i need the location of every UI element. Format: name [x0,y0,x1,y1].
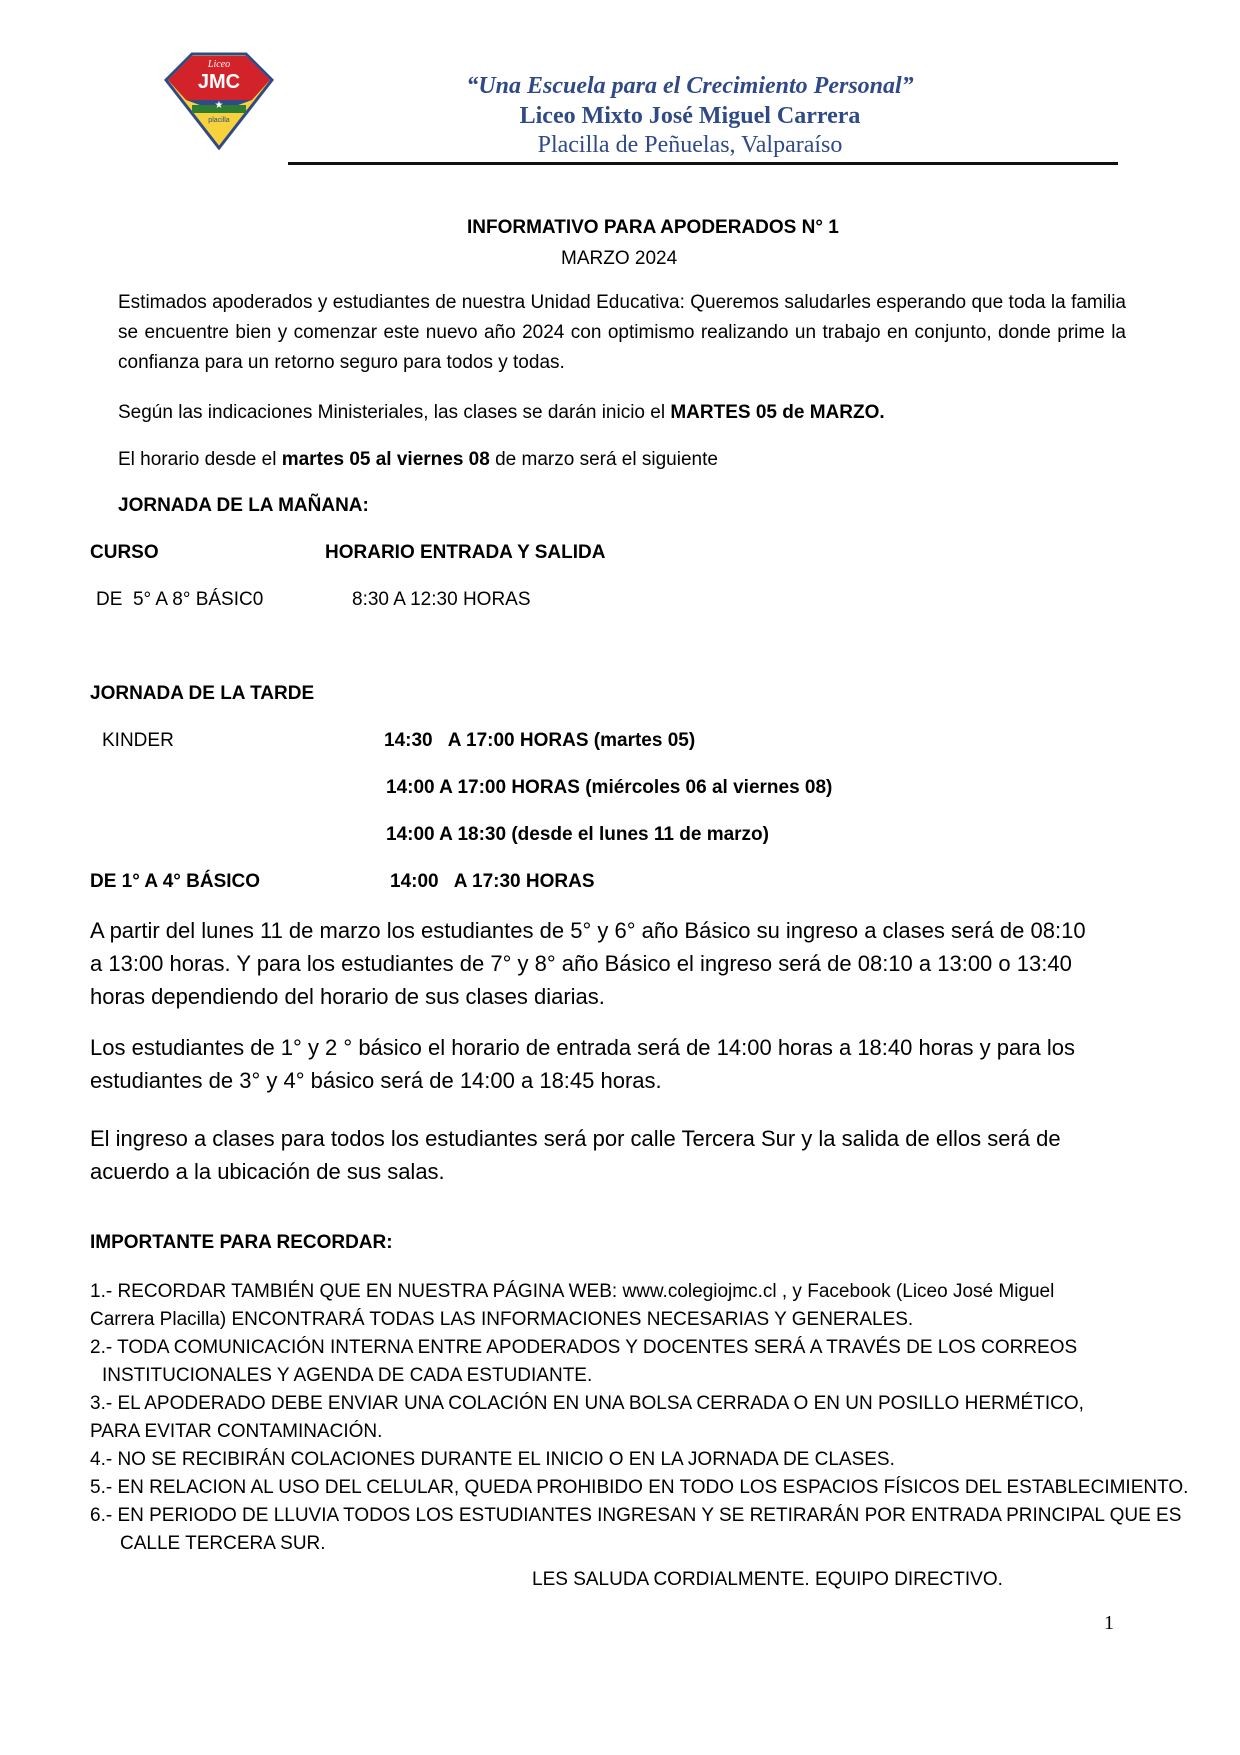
intro-paragraph: Estimados apoderados y estudiantes de nuestra Unidad Educativa: Queremos saludarles esperando que toda la familia se encuentre bien y comenzar este nuevo año 2024 con optimismo realizando un trabajo en conjunto, donde prime la confianza para un retorno seguro para todos y todas. [118,292,1126,373]
list-item: CALLE TERCERA SUR. [120,1533,326,1554]
important-title: IMPORTANTE PARA RECORDAR: [90,1232,393,1253]
list-item: 1.- RECORDAR TAMBIÉN QUE EN NUESTRA PÁGINA WEB: www.colegiojmc.cl , y Facebook (Liceo José Miguel [90,1281,1055,1302]
schedule-range: martes 05 al viernes 08 [281,449,490,470]
paragraph-line: Los estudiantes de 1° y 2 ° básico el horario de entrada será de 14:00 horas a 18:40 horas y para los [90,1035,1076,1060]
paragraph-line: a 13:00 horas. Y para los estudiantes de 7° y 8° año Básico el ingreso será de 08:10 a 13:00 o 13:40 [90,951,1072,976]
morning-course: DE 5° A 8° BÁSIC0 [96,589,264,610]
start-paragraph [118,401,885,425]
logo-text-top: Liceo [207,59,231,70]
morning-hours: 8:30 A 12:30 HORAS [352,589,531,610]
document-date: MARZO 2024 [561,248,678,269]
paragraph-line: El ingreso a clases para todos los estudiantes será por calle Tercera Sur y la salida de ellos será de [90,1126,1061,1151]
schedule-paragraph [118,448,718,472]
logo-text-bottom: placilla [208,117,230,124]
list-item: PARA EVITAR CONTAMINACIÓN. [90,1421,383,1442]
list-item: 4.- NO SE RECIBIRÁN COLACIONES DURANTE EL INICIO O EN LA JORNADA DE CLASES. [90,1449,895,1470]
kinder-hours-3: 14:00 A 18:30 (desde el lunes 11 de marzo) [386,824,769,845]
header-divider [288,162,1118,165]
school-logo [162,50,276,150]
signoff: LES SALUDA CORDIALMENTE. EQUIPO DIRECTIVO. [532,1569,1003,1590]
document-title: INFORMATIVO PARA APODERADOS N° 1 [467,217,839,238]
morning-section-title: JORNADA DE LA MAÑANA: [118,495,369,516]
list-item: 6.- EN PERIODO DE LLUVIA TODOS LOS ESTUDIANTES INGRESAN Y SE RETIRARÁN POR ENTRADA PRINCIPAL QUE ES [90,1505,1182,1526]
page-number: 1 [1104,1612,1114,1634]
list-item: 2.- TODA COMUNICACIÓN INTERNA ENTRE APODERADOS Y DOCENTES SERÁ A TRAVÉS DE LOS CORREOS [90,1337,1078,1358]
schedule-suffix: de marzo será el siguiente [489,449,718,470]
list-item: Carrera Placilla) ENCONTRARÁ TODAS LAS INFORMACIONES NECESARIAS Y GENERALES. [90,1309,914,1330]
paragraph-line: estudiantes de 3° y 4° básico será de 14:00 a 18:45 horas. [90,1068,662,1093]
schedule-text: El horario desde el [118,449,282,470]
start-date: MARTES 05 de MARZO. [670,402,885,423]
start-text: Según las indicaciones Ministeriales, las clases se darán inicio el [118,402,671,423]
kinder-hours-2: 14:00 A 17:00 HORAS (miércoles 06 al viernes 08) [386,777,833,798]
afternoon-section-title: JORNADA DE LA TARDE [90,683,315,704]
column-course: CURSO [90,542,159,563]
school-name: Liceo Mixto José Miguel Carrera [519,103,861,129]
paragraph-line: A partir del lunes 11 de marzo los estudiantes de 5° y 6° año Básico su ingreso a clases será de 08:10 [90,918,1086,943]
logo-star-icon: ★ [214,100,224,111]
school-motto: “Una Escuela para el Crecimiento Personal” [466,73,914,99]
column-hours: HORARIO ENTRADA Y SALIDA [325,542,606,563]
list-item: INSTITUCIONALES Y AGENDA DE CADA ESTUDIANTE. [102,1365,593,1386]
paragraph-line: horas dependiendo del horario de sus clases diarias. [90,984,605,1009]
basic-course: DE 1° A 4° BÁSICO [90,871,261,892]
list-item: 5.- EN RELACION AL USO DEL CELULAR, QUEDA PROHIBIDO EN TODO LOS ESPACIOS FÍSICOS DEL ESTABLECIMIENTO. [90,1477,1189,1498]
paragraph-line: acuerdo a la ubicación de sus salas. [90,1159,445,1184]
basic-hours: 14:00 A 17:30 HORAS [390,871,595,892]
logo-text-main: JMC [197,71,241,93]
list-item: 3.- EL APODERADO DEBE ENVIAR UNA COLACIÓN EN UNA BOLSA CERRADA O EN UN POSILLO HERMÉTICO, [90,1393,1084,1414]
school-location: Placilla de Peñuelas, Valparaíso [537,132,843,158]
kinder-course: KINDER [102,730,174,751]
kinder-hours-1: 14:30 A 17:00 HORAS (martes 05) [384,730,696,751]
